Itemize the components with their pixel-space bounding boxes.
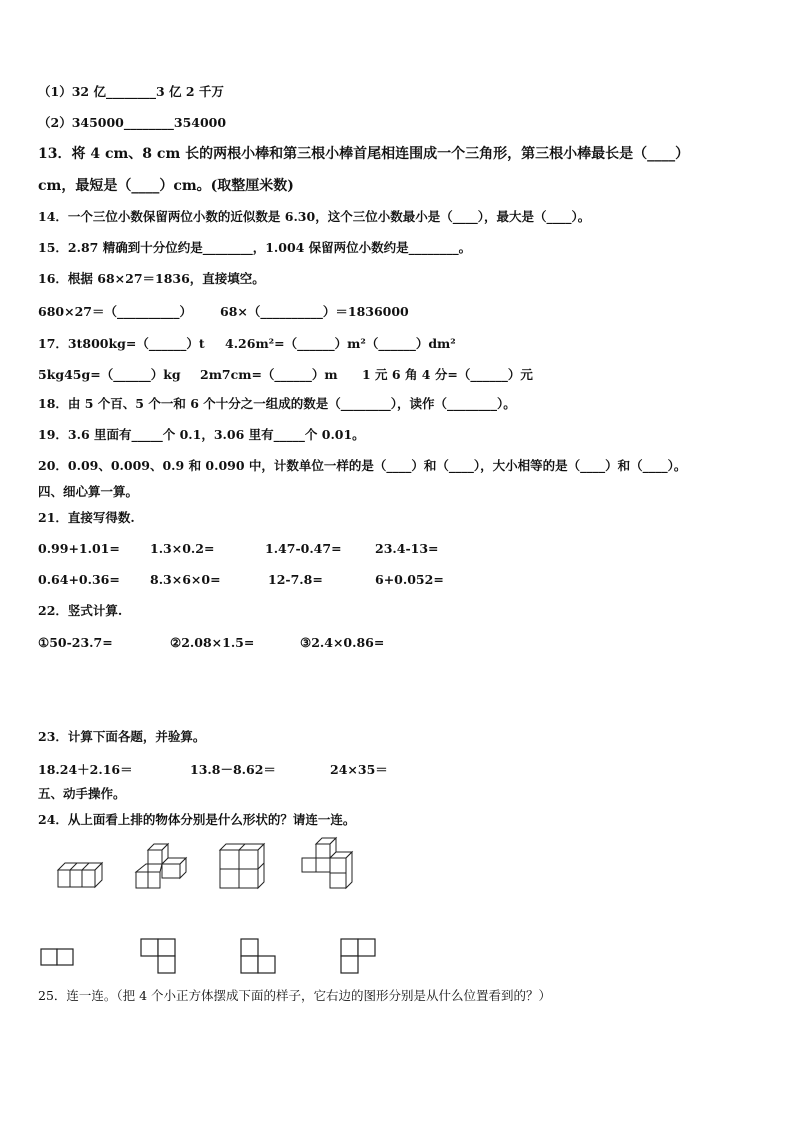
q16-blank-a: 680×27＝（__________） bbox=[38, 304, 192, 319]
q24-stem: 24．从上面看上排的物体分别是什么形状的？请连一连。 bbox=[38, 812, 356, 827]
q12-part1: （1）32 亿________3 亿 2 千万 bbox=[38, 84, 224, 99]
q16-stem: 16．根据 68×27＝1836，直接填空。 bbox=[38, 271, 265, 286]
q18-text: 18．由 5 个百、5 个一和 6 个十分之一组成的数是（________），读作（________）。 bbox=[38, 396, 516, 411]
q22-item: ①50-23.7= bbox=[38, 635, 113, 650]
top-view-shape-2 bbox=[140, 938, 178, 974]
section-5-heading: 五、动手操作。 bbox=[38, 786, 126, 801]
q17-blank-c: 5kg45g=（______）kg bbox=[38, 367, 181, 382]
q13-line2: cm，最短是（____）cm。(取整厘米数) bbox=[38, 178, 294, 194]
q23-stem: 23．计算下面各题，并验算。 bbox=[38, 729, 206, 744]
q22-stem: 22．竖式计算. bbox=[38, 603, 123, 618]
cube-figure-3 bbox=[218, 842, 268, 890]
q16-blank-b: 68×（__________）＝1836000 bbox=[220, 304, 409, 319]
q14-text: 14．一个三位小数保留两位小数的近似数是 6.30，这个三位小数最小是（____），最大是（____）。 bbox=[38, 209, 591, 224]
q23-item: 18.24＋2.16＝ bbox=[38, 762, 133, 777]
q21-item: 1.3×0.2= bbox=[150, 541, 215, 556]
q21-item: 6+0.052= bbox=[375, 572, 444, 587]
q25-stem: 25．连一连。（把 4 个小正方体摆成下面的样子，它右边的图形分别是从什么位置看到的？） bbox=[38, 988, 552, 1003]
q19-text: 19．3.6 里面有_____个 0.1，3.06 里有_____个 0.01。 bbox=[38, 427, 365, 442]
q17-blank-d: 2m7cm=（______）m bbox=[200, 367, 338, 382]
top-view-shape-1 bbox=[40, 948, 76, 968]
cube-figure-2 bbox=[134, 842, 189, 892]
q22-item: ③2.4×0.86= bbox=[300, 635, 385, 650]
cube-figure-1 bbox=[56, 860, 106, 890]
q12-part2: （2）345000________354000 bbox=[38, 115, 227, 130]
top-view-shape-4 bbox=[340, 938, 378, 976]
q21-item: 8.3×6×0= bbox=[150, 572, 221, 587]
q21-item: 23.4-13= bbox=[375, 541, 439, 556]
q20-text: 20．0.09、0.009、0.9 和 0.090 中，计数单位一样的是（____）和（____），大小相等的是（____）和（____）。 bbox=[38, 458, 687, 473]
q21-item: 12-7.8= bbox=[268, 572, 323, 587]
q13-line1: 13．将 4 cm、8 cm 长的两根小棒和第三根小棒首尾相连围成一个三角形，第三根小棒最长是（____） bbox=[38, 146, 690, 162]
q17-blank-a: 17．3t800kg=（______）t bbox=[38, 336, 205, 351]
q23-item: 24×35＝ bbox=[330, 762, 388, 777]
cube-figure-4 bbox=[300, 838, 355, 890]
q21-stem: 21．直接写得数. bbox=[38, 510, 135, 525]
q23-item: 13.8－8.62＝ bbox=[190, 762, 276, 777]
top-view-shape-3 bbox=[240, 938, 278, 976]
q21-item: 0.99+1.01= bbox=[38, 541, 120, 556]
q15-text: 15．2.87 精确到十分位约是________，1.004 保留两位小数约是________。 bbox=[38, 240, 472, 255]
q21-item: 1.47-0.47= bbox=[265, 541, 342, 556]
section-4-heading: 四、细心算一算。 bbox=[38, 484, 139, 499]
q17-blank-e: 1 元 6 角 4 分=（______）元 bbox=[362, 367, 533, 382]
q17-blank-b: 4.26m²=（______）m²（______）dm² bbox=[225, 336, 456, 351]
q22-item: ②2.08×1.5= bbox=[170, 635, 255, 650]
q21-item: 0.64+0.36= bbox=[38, 572, 120, 587]
